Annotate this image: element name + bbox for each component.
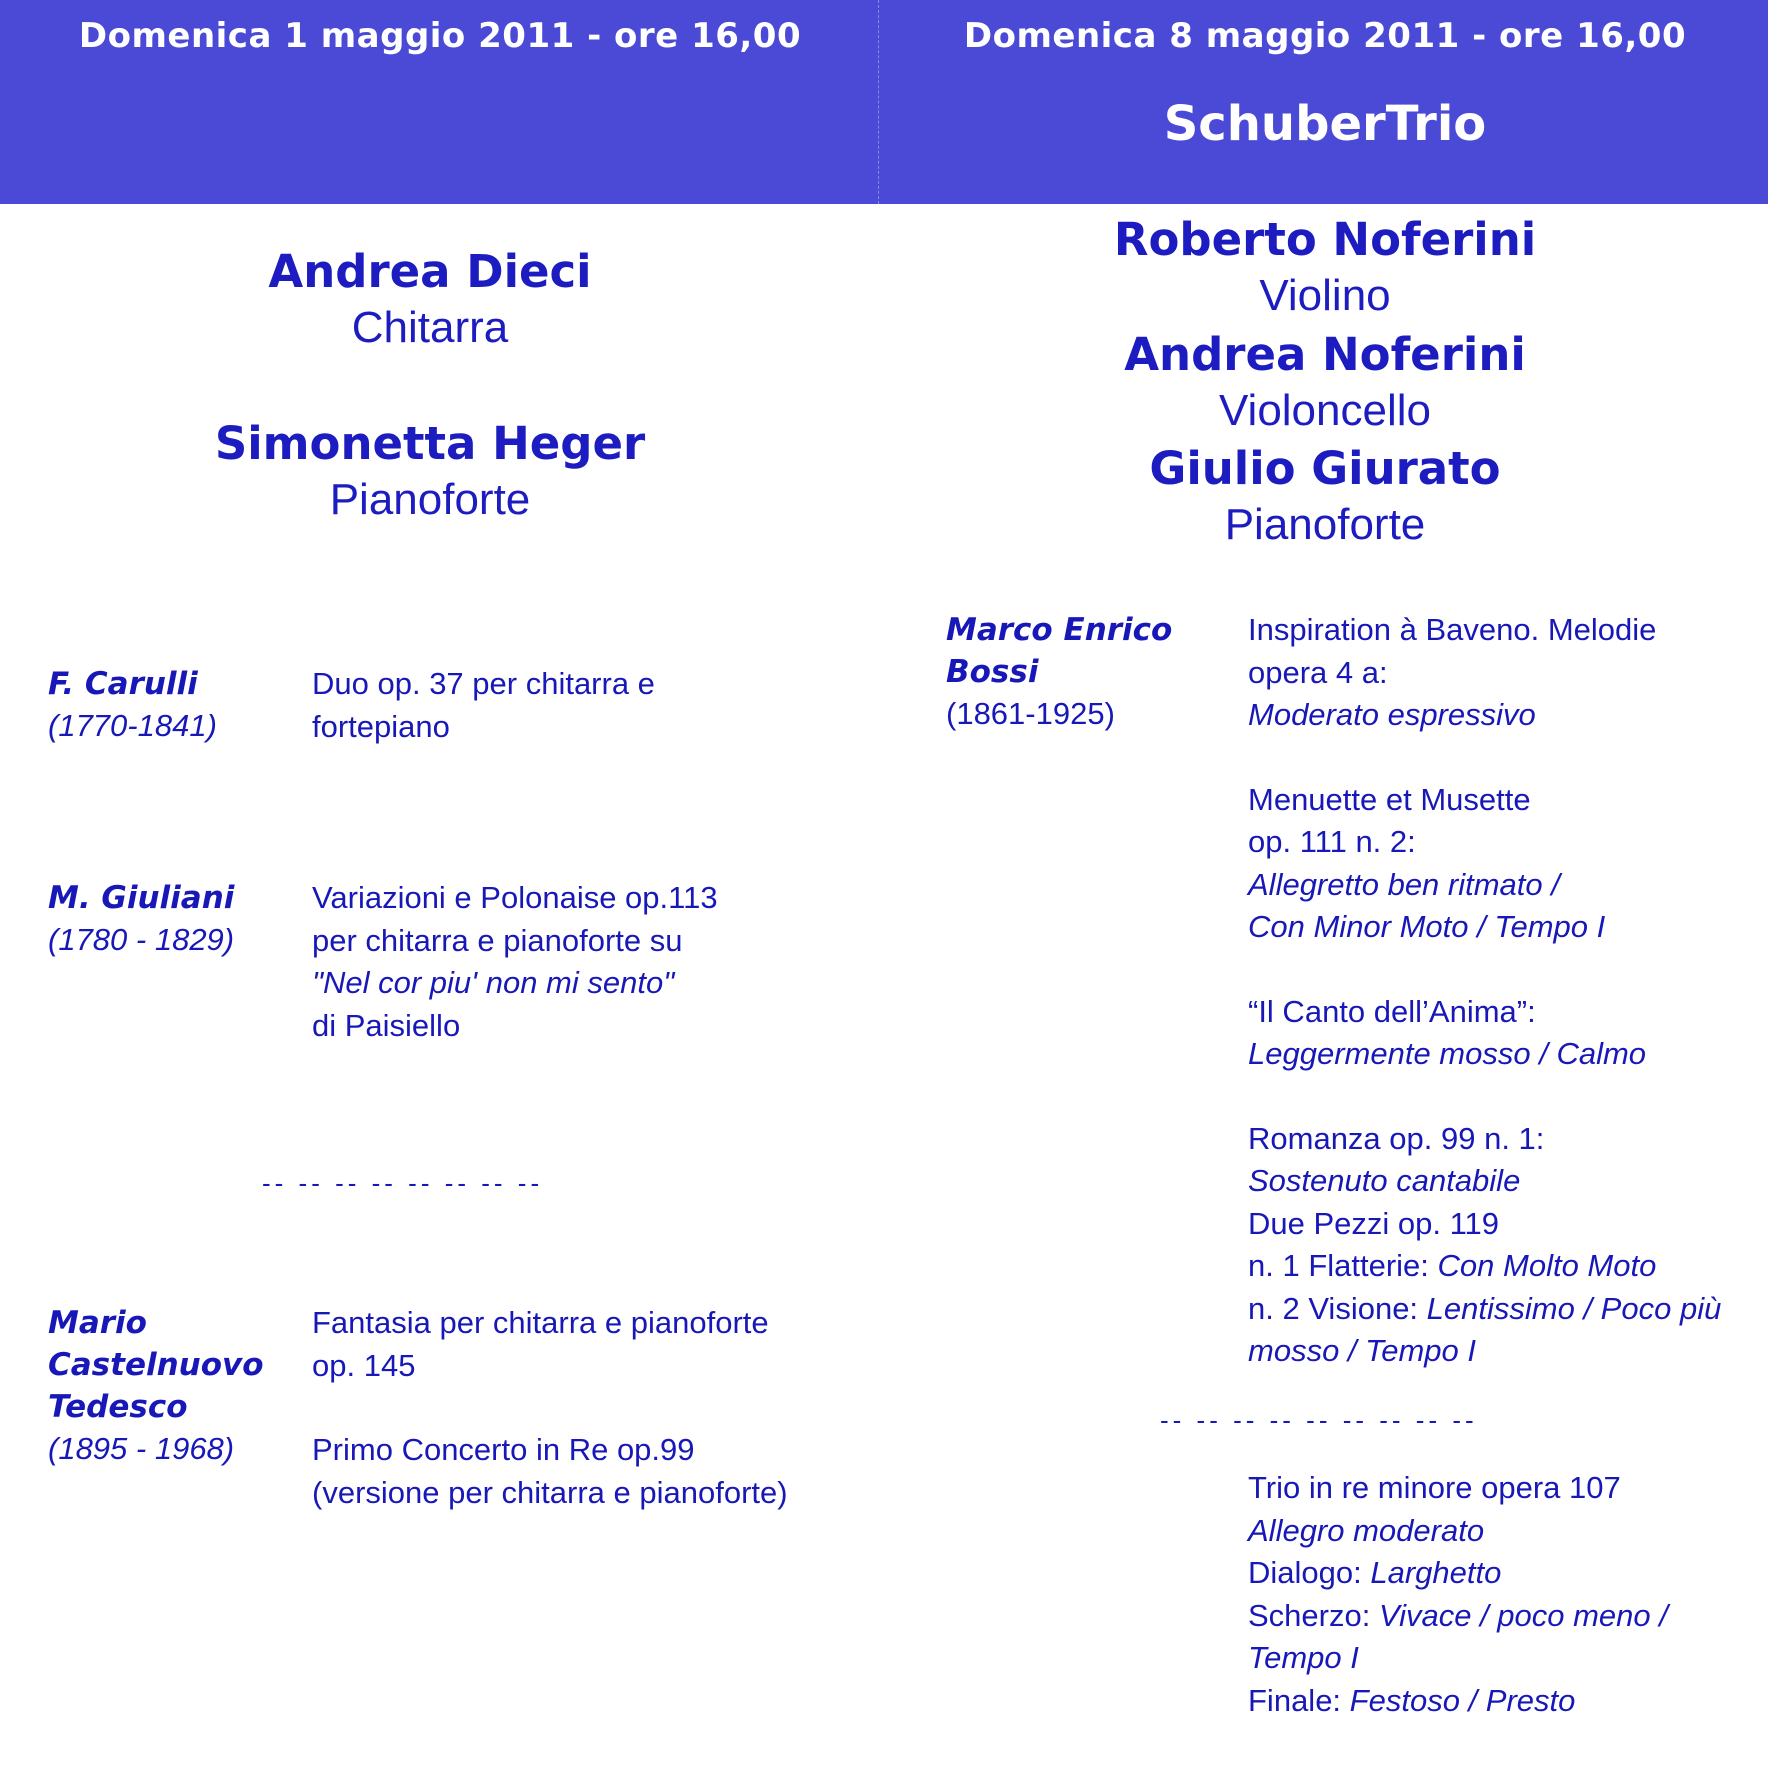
works-trio [1248, 1467, 1668, 1722]
work-line: opera 4 a: [1248, 654, 1388, 690]
composer-name: M. Giuliani [48, 880, 235, 916]
work-line: Due Pezzi op. 119 [1248, 1205, 1500, 1241]
separator-left: -- -- -- -- -- -- -- -- [262, 1168, 544, 1198]
performer-name: Andrea Dieci [268, 245, 592, 298]
work-line: (versione per chitarra e pianoforte) [312, 1474, 788, 1510]
works-giuliani [312, 877, 718, 1047]
composer-name: Mario [48, 1305, 147, 1341]
date-right: Domenica 8 maggio 2011 - ore 16,00 [963, 16, 1687, 56]
work-line: Inspiration à Baveno. Melodie [1248, 612, 1657, 647]
performer-roberto-noferini [925, 212, 1725, 324]
work-line: op. 111 n. 2: [1248, 824, 1416, 859]
work-line [1248, 1552, 1668, 1595]
performer-name: Simonetta Heger [214, 417, 646, 470]
work-line: Moderato espressivo [1248, 697, 1536, 732]
work-line: Primo Concerto in Re op.99 [312, 1432, 695, 1467]
work-line: "Nel cor piu' non mi sento" [312, 965, 675, 1000]
work-tempo: Lentissimo / Poco più [1426, 1290, 1722, 1326]
work-spacer [1248, 737, 1721, 779]
work-line: Con Minor Moto / Tempo I [1248, 909, 1606, 944]
date-left: Domenica 1 maggio 2011 - ore 16,00 [78, 16, 802, 56]
work-label: n. 2 Visione: [1248, 1290, 1427, 1326]
separator-right: -- -- -- -- -- -- -- -- -- [1160, 1405, 1478, 1435]
work-line [1248, 1288, 1721, 1331]
composer-dates: (1895 - 1968) [48, 1431, 235, 1466]
performer-instrument: Violino [1259, 271, 1391, 320]
work-line: Allegretto ben ritmato / [1248, 866, 1560, 902]
performer-name: Andrea Noferini [1124, 328, 1526, 381]
performer-name: Giulio Giurato [1149, 442, 1501, 495]
work-line: Romanza op. 99 n. 1: [1248, 1120, 1545, 1156]
work-line [1248, 1245, 1721, 1288]
performer-instrument: Pianoforte [1224, 500, 1426, 549]
performer-simonetta-heger [30, 416, 830, 528]
work-line: op. 145 [312, 1347, 416, 1383]
composer-name: Marco Enrico [946, 612, 1173, 648]
composer-bossi [946, 609, 1196, 735]
work-tempo: Larghetto [1370, 1555, 1502, 1590]
fold-line [878, 0, 879, 204]
work-line: Leggermente mosso / Calmo [1248, 1036, 1647, 1071]
performer-andrea-noferini [925, 327, 1725, 439]
ensemble-name: SchuberTrio [1163, 96, 1487, 152]
work-line: Trio in re minore opera 107 [1248, 1470, 1621, 1505]
composer-dates: (1780 - 1829) [48, 922, 235, 957]
work-tempo: Con Molto Moto [1437, 1248, 1657, 1283]
works-castelnuovo-tedesco [312, 1302, 788, 1514]
performer-andrea-dieci [30, 244, 830, 356]
work-line: “Il Canto dell’Anima”: [1248, 993, 1536, 1029]
work-label: Dialogo: [1248, 1555, 1371, 1590]
work-line: Duo op. 37 per chitarra e [312, 666, 655, 701]
composer-name: F. Carulli [48, 666, 198, 702]
work-tempo: Vivace / poco meno / [1378, 1597, 1668, 1633]
work-line: Fantasia per chitarra e pianoforte [312, 1305, 769, 1340]
composer-name: Castelnuovo [48, 1347, 264, 1383]
performer-instrument: Violoncello [1218, 386, 1431, 435]
work-line: di Paisiello [312, 1007, 461, 1043]
work-line: Allegro moderato [1248, 1512, 1485, 1548]
work-line: Sostenuto cantabile [1248, 1163, 1521, 1198]
work-spacer [1248, 1076, 1721, 1118]
performer-instrument: Pianoforte [329, 475, 531, 524]
work-line: Menuette et Musette [1248, 781, 1531, 817]
work-line: Variazioni e Polonaise op.113 [312, 880, 718, 915]
works-carulli [312, 663, 655, 748]
work-spacer [1248, 949, 1721, 991]
work-tempo: Festoso / Presto [1349, 1682, 1576, 1718]
performer-giulio-giurato [925, 441, 1725, 553]
work-line [1248, 1680, 1668, 1723]
performer-instrument: Chitarra [351, 303, 509, 352]
composer-name: Bossi [946, 654, 1039, 690]
composer-carulli [48, 663, 298, 747]
work-line: Tempo I [1248, 1640, 1359, 1675]
performer-name: Roberto Noferini [1113, 213, 1537, 266]
work-line: fortepiano [312, 708, 450, 744]
composer-castelnuovo-tedesco [48, 1302, 298, 1470]
works-bossi [1248, 609, 1721, 1373]
work-label: Scherzo: [1248, 1597, 1379, 1633]
composer-giuliani [48, 877, 298, 961]
work-line: per chitarra e pianoforte su [312, 922, 683, 958]
composer-dates: (1770-1841) [48, 708, 217, 743]
composer-name: Tedesco [48, 1389, 188, 1425]
work-spacer [312, 1387, 788, 1429]
composer-dates: (1861-1925) [946, 696, 1115, 731]
work-line [1248, 1595, 1668, 1638]
work-line: mosso / Tempo I [1248, 1333, 1477, 1368]
work-label: Finale: [1248, 1682, 1350, 1718]
work-label: n. 1 Flatterie: [1248, 1248, 1438, 1283]
